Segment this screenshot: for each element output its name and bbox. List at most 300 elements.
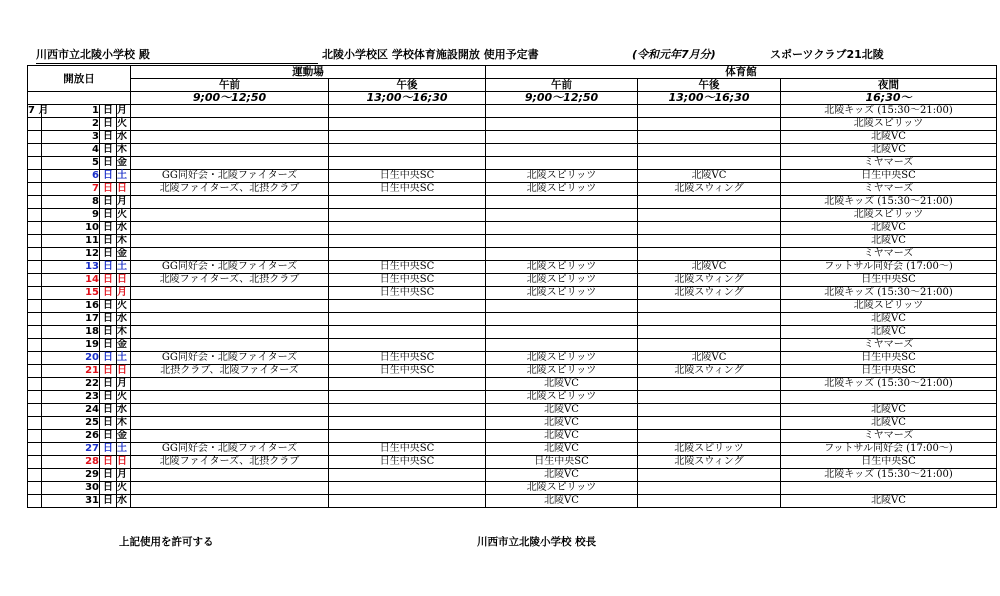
day-kanji: 日 [100, 326, 117, 339]
day-number: 15 [42, 287, 100, 300]
table-row [28, 313, 997, 326]
ground-pm-cell: 日生中央SC [329, 456, 486, 469]
month-cell [28, 378, 42, 391]
month-cell [28, 248, 42, 261]
table-row [28, 105, 997, 118]
month-cell [28, 352, 42, 365]
day-number: 30 [42, 482, 100, 495]
gym-pm-cell [638, 105, 781, 118]
ground-am-cell [131, 495, 329, 508]
gym-am-cell [486, 339, 638, 352]
gym-night-cell: ミヤマーズ [781, 248, 997, 261]
ground-am-cell [131, 222, 329, 235]
day-number: 14 [42, 274, 100, 287]
weekday: 木 [117, 417, 131, 430]
table-row [28, 378, 997, 391]
table-row [28, 131, 997, 144]
ground-pm-cell [329, 235, 486, 248]
gym-am-cell [486, 313, 638, 326]
ground-am-cell [131, 105, 329, 118]
day-number: 13 [42, 261, 100, 274]
ground-pm-cell [329, 222, 486, 235]
ground-am-cell [131, 430, 329, 443]
gym-pm-cell [638, 404, 781, 417]
weekday: 火 [117, 391, 131, 404]
day-number: 17 [42, 313, 100, 326]
day-number: 21 [42, 365, 100, 378]
month-cell [28, 300, 42, 313]
ground-pm-cell [329, 144, 486, 157]
gym-am-cell: 日生中央SC [486, 456, 638, 469]
day-kanji: 日 [100, 144, 117, 157]
gym-night-cell: ミヤマーズ [781, 183, 997, 196]
ground-am-cell: 北陵ファイターズ、北摂クラブ [131, 183, 329, 196]
table-row [28, 144, 997, 157]
weekday: 木 [117, 144, 131, 157]
month-cell [28, 144, 42, 157]
table-row [28, 495, 997, 508]
table-row [28, 118, 997, 131]
month-cell [28, 417, 42, 430]
day-kanji: 日 [100, 131, 117, 144]
weekday: 土 [117, 443, 131, 456]
gym-pm-cell [638, 157, 781, 170]
gym-am-cell: 北陵スピリッツ [486, 365, 638, 378]
ground-pm-cell: 日生中央SC [329, 443, 486, 456]
gym-am-cell: 北陵スピリッツ [486, 170, 638, 183]
weekday: 月 [117, 469, 131, 482]
ground-pm-header: 午後 [329, 79, 486, 92]
document-period: (令和元年7月分) [632, 48, 716, 61]
ground-pm-cell [329, 326, 486, 339]
gym-night-cell: 日生中央SC [781, 170, 997, 183]
gym-night-cell: 北陵VC [781, 495, 997, 508]
month-cell [28, 482, 42, 495]
gym-pm-cell [638, 313, 781, 326]
ground-am-cell [131, 326, 329, 339]
gym-night-cell: ミヤマーズ [781, 430, 997, 443]
gym-am-cell [486, 235, 638, 248]
day-kanji: 日 [100, 482, 117, 495]
gym-am-cell: 北陵スピリッツ [486, 391, 638, 404]
day-kanji: 日 [100, 339, 117, 352]
gym-pm-cell [638, 326, 781, 339]
month-cell [28, 235, 42, 248]
day-number: 10 [42, 222, 100, 235]
ground-am-cell [131, 118, 329, 131]
month-cell [28, 170, 42, 183]
gym-night-cell: 北陵VC [781, 235, 997, 248]
table-row [28, 196, 997, 209]
gym-pm-cell: 北陵スウィング [638, 287, 781, 300]
weekday: 金 [117, 157, 131, 170]
gym-pm-time: 13;00～16;30 [638, 92, 781, 105]
gym-night-cell: 北陵キッズ (15:30～21:00) [781, 105, 997, 118]
gym-pm-cell [638, 300, 781, 313]
gym-pm-cell [638, 430, 781, 443]
table-row [28, 430, 997, 443]
gym-am-cell [486, 118, 638, 131]
ground-am-cell [131, 209, 329, 222]
day-number: 26 [42, 430, 100, 443]
month-cell [28, 183, 42, 196]
ground-am-cell: GG同好会・北陵ファイターズ [131, 352, 329, 365]
table-row [28, 417, 997, 430]
gym-pm-cell [638, 235, 781, 248]
gym-am-cell [486, 222, 638, 235]
ground-pm-cell [329, 339, 486, 352]
day-kanji: 日 [100, 157, 117, 170]
month-cell: 7 月 [28, 105, 49, 116]
table-row [28, 391, 997, 404]
gym-am-cell: 北陵VC [486, 417, 638, 430]
day-kanji: 日 [100, 261, 117, 274]
day-kanji: 日 [100, 300, 117, 313]
table-row [28, 235, 997, 248]
gym-night-cell: ミヤマーズ [781, 157, 997, 170]
gym-pm-cell [638, 495, 781, 508]
gym-pm-cell: 北陵スウィング [638, 365, 781, 378]
ground-pm-cell: 日生中央SC [329, 170, 486, 183]
table-row [28, 469, 997, 482]
ground-pm-cell [329, 157, 486, 170]
table-row [28, 339, 997, 352]
gym-night-cell: 北陵キッズ (15:30～21:00) [781, 196, 997, 209]
table-row [28, 287, 997, 300]
day-number: 31 [42, 495, 100, 508]
ground-am-cell [131, 287, 329, 300]
table-row [28, 209, 997, 222]
gym-am-cell: 北陵スピリッツ [486, 482, 638, 495]
day-number: 7 [42, 183, 100, 196]
day-number: 29 [42, 469, 100, 482]
ground-pm-cell: 日生中央SC [329, 183, 486, 196]
weekday: 火 [117, 482, 131, 495]
schedule-table [27, 65, 997, 508]
ground-am-cell [131, 404, 329, 417]
gym-pm-cell [638, 209, 781, 222]
day-kanji: 日 [100, 495, 117, 508]
ground-pm-cell: 日生中央SC [329, 261, 486, 274]
table-row [28, 482, 997, 495]
ground-pm-cell: 日生中央SC [329, 365, 486, 378]
month-cell [28, 469, 42, 482]
gym-pm-cell [638, 248, 781, 261]
month-cell [28, 274, 42, 287]
day-kanji: 日 [100, 287, 117, 300]
weekday: 金 [117, 430, 131, 443]
table-row [28, 456, 997, 469]
day-kanji: 日 [100, 235, 117, 248]
ground-am-cell [131, 417, 329, 430]
ground-am-cell: GG同好会・北陵ファイターズ [131, 443, 329, 456]
ground-pm-cell [329, 404, 486, 417]
gym-night-cell: 北陵キッズ (15:30～21:00) [781, 469, 997, 482]
day-kanji: 日 [100, 469, 117, 482]
gym-night-cell: 日生中央SC [781, 365, 997, 378]
month-cell [28, 222, 42, 235]
weekday: 月 [117, 196, 131, 209]
day-kanji: 日 [100, 391, 117, 404]
gym-night-cell: 北陵VC [781, 131, 997, 144]
table-row [28, 157, 997, 170]
month-cell [28, 365, 42, 378]
weekday: 日 [117, 274, 131, 287]
day-number: 23 [42, 391, 100, 404]
gym-night-cell: 北陵VC [781, 222, 997, 235]
gym-night-header: 夜間 [781, 79, 997, 92]
weekday: 月 [117, 105, 131, 118]
day-number: 19 [42, 339, 100, 352]
month-cell [28, 157, 42, 170]
ground-am-cell [131, 144, 329, 157]
gym-pm-cell [638, 131, 781, 144]
ground-am-cell: 北摂クラブ、北陵ファイターズ [131, 365, 329, 378]
ground-pm-cell [329, 248, 486, 261]
month-cell [28, 443, 42, 456]
gym-night-cell: 北陵VC [781, 404, 997, 417]
gym-pm-cell [638, 378, 781, 391]
gym-am-header: 午前 [486, 79, 638, 92]
gym-pm-cell [638, 391, 781, 404]
gym-am-cell [486, 300, 638, 313]
ground-am-header: 午前 [131, 79, 329, 92]
day-number: 8 [42, 196, 100, 209]
ground-am-time: 9;00～12;50 [131, 92, 329, 105]
day-number: 16 [42, 300, 100, 313]
gym-am-cell: 北陵スピリッツ [486, 287, 638, 300]
gym-am-cell [486, 157, 638, 170]
gym-night-cell: 北陵スピリッツ [781, 118, 997, 131]
table-row [28, 222, 997, 235]
gym-header: 体育館 [486, 66, 997, 79]
ground-am-cell [131, 391, 329, 404]
gym-night-cell: 北陵VC [781, 417, 997, 430]
gym-am-cell: 北陵VC [486, 404, 638, 417]
gym-night-cell: 北陵スピリッツ [781, 300, 997, 313]
gym-night-cell: 北陵VC [781, 313, 997, 326]
gym-am-cell: 北陵VC [486, 430, 638, 443]
ground-am-cell: GG同好会・北陵ファイターズ [131, 170, 329, 183]
ground-pm-cell: 日生中央SC [329, 274, 486, 287]
ground-header: 運動場 [131, 66, 486, 79]
table-row [28, 274, 997, 287]
weekday: 金 [117, 339, 131, 352]
club-name: スポーツクラブ21北陵 [770, 48, 884, 61]
gym-am-cell [486, 209, 638, 222]
gym-pm-cell: 北陵スウィング [638, 274, 781, 287]
day-number: 1 [42, 105, 100, 118]
document-title: 北陵小学校区 学校体育施設開放 使用予定書 [322, 48, 539, 61]
ground-pm-cell [329, 313, 486, 326]
ground-pm-cell [329, 105, 486, 118]
day-number: 4 [42, 144, 100, 157]
day-kanji: 日 [100, 222, 117, 235]
ground-pm-cell [329, 495, 486, 508]
ground-am-cell: GG同好会・北陵ファイターズ [131, 261, 329, 274]
day-number: 25 [42, 417, 100, 430]
ground-am-cell [131, 313, 329, 326]
ground-pm-cell [329, 469, 486, 482]
gym-am-cell [486, 248, 638, 261]
month-cell [28, 209, 42, 222]
gym-night-cell: 北陵VC [781, 144, 997, 157]
gym-pm-cell: 北陵スウィング [638, 183, 781, 196]
gym-pm-cell [638, 339, 781, 352]
table-row [28, 261, 997, 274]
table-row [28, 404, 997, 417]
gym-night-cell [781, 482, 997, 495]
day-number: 22 [42, 378, 100, 391]
ground-pm-cell [329, 300, 486, 313]
ground-am-cell [131, 482, 329, 495]
gym-am-cell: 北陵VC [486, 469, 638, 482]
ground-pm-cell [329, 417, 486, 430]
gym-pm-cell: 北陵VC [638, 261, 781, 274]
day-kanji: 日 [100, 456, 117, 469]
weekday: 水 [117, 131, 131, 144]
weekday: 水 [117, 404, 131, 417]
gym-am-cell [486, 144, 638, 157]
day-kanji: 日 [100, 365, 117, 378]
weekday: 水 [117, 313, 131, 326]
day-number: 28 [42, 456, 100, 469]
ground-pm-cell: 日生中央SC [329, 287, 486, 300]
day-kanji: 日 [100, 313, 117, 326]
month-cell [28, 339, 42, 352]
ground-pm-cell [329, 378, 486, 391]
ground-am-cell [131, 196, 329, 209]
gym-am-cell: 北陵スピリッツ [486, 183, 638, 196]
day-kanji: 日 [100, 378, 117, 391]
weekday: 水 [117, 222, 131, 235]
ground-pm-cell: 日生中央SC [329, 352, 486, 365]
month-cell [28, 261, 42, 274]
day-kanji: 日 [100, 352, 117, 365]
weekday: 火 [117, 209, 131, 222]
gym-am-cell: 北陵VC [486, 443, 638, 456]
gym-pm-cell [638, 469, 781, 482]
ground-am-cell [131, 300, 329, 313]
ground-am-cell [131, 248, 329, 261]
gym-am-cell [486, 326, 638, 339]
day-number: 3 [42, 131, 100, 144]
day-number: 12 [42, 248, 100, 261]
weekday: 日 [117, 365, 131, 378]
weekday: 木 [117, 326, 131, 339]
day-kanji: 日 [100, 417, 117, 430]
day-kanji: 日 [100, 404, 117, 417]
table-row [28, 326, 997, 339]
ground-pm-cell [329, 430, 486, 443]
gym-pm-cell [638, 222, 781, 235]
permit-statement: 上記使用を許可する [119, 536, 214, 548]
gym-night-cell: フットサル同好会 (17:00～) [781, 443, 997, 456]
day-kanji: 日 [100, 209, 117, 222]
blank-time-cell [28, 92, 131, 105]
gym-pm-cell: 北陵VC [638, 170, 781, 183]
day-number: 6 [42, 170, 100, 183]
gym-pm-cell [638, 196, 781, 209]
ground-pm-cell [329, 482, 486, 495]
gym-night-cell: 北陵キッズ (15:30～21:00) [781, 378, 997, 391]
month-cell [28, 430, 42, 443]
day-number: 9 [42, 209, 100, 222]
ground-am-cell [131, 378, 329, 391]
weekday: 日 [117, 456, 131, 469]
day-number: 5 [42, 157, 100, 170]
day-kanji: 日 [100, 183, 117, 196]
ground-am-cell [131, 469, 329, 482]
ground-am-cell [131, 235, 329, 248]
month-cell [28, 391, 42, 404]
ground-am-cell [131, 157, 329, 170]
month-cell [28, 118, 42, 131]
month-cell [28, 404, 42, 417]
weekday: 火 [117, 118, 131, 131]
weekday: 木 [117, 235, 131, 248]
weekday: 日 [117, 183, 131, 196]
gym-pm-cell [638, 118, 781, 131]
gym-pm-header: 午後 [638, 79, 781, 92]
ground-am-cell: 北陵ファイターズ、北摂クラブ [131, 456, 329, 469]
open-day-header: 開放日 [28, 66, 131, 92]
table-row [28, 443, 997, 456]
gym-am-cell: 北陵VC [486, 378, 638, 391]
ground-pm-cell [329, 196, 486, 209]
table-row [28, 248, 997, 261]
day-kanji: 日 [100, 170, 117, 183]
ground-pm-cell [329, 131, 486, 144]
weekday: 土 [117, 261, 131, 274]
day-kanji: 日 [100, 274, 117, 287]
principal-signature: 川西市立北陵小学校 校長 [477, 536, 597, 548]
day-kanji: 日 [100, 248, 117, 261]
gym-pm-cell [638, 144, 781, 157]
gym-am-time: 9;00～12;50 [486, 92, 638, 105]
gym-am-cell: 北陵VC [486, 495, 638, 508]
day-kanji: 日 [100, 196, 117, 209]
gym-night-cell [781, 391, 997, 404]
gym-night-cell: 北陵スピリッツ [781, 209, 997, 222]
weekday: 土 [117, 352, 131, 365]
gym-pm-cell: 北陵VC [638, 352, 781, 365]
day-number: 18 [42, 326, 100, 339]
gym-am-cell [486, 131, 638, 144]
ground-pm-cell [329, 391, 486, 404]
weekday: 火 [117, 300, 131, 313]
day-kanji: 日 [100, 105, 117, 118]
day-kanji: 日 [100, 118, 117, 131]
weekday: 月 [117, 287, 131, 300]
gym-am-cell: 北陵スピリッツ [486, 261, 638, 274]
gym-night-cell: 日生中央SC [781, 274, 997, 287]
ground-pm-time: 13;00～16;30 [329, 92, 486, 105]
day-kanji: 日 [100, 443, 117, 456]
table-row [28, 183, 997, 196]
gym-pm-cell [638, 417, 781, 430]
table-row [28, 170, 997, 183]
day-kanji: 日 [100, 430, 117, 443]
schedule-body [28, 105, 997, 508]
gym-am-cell [486, 196, 638, 209]
gym-night-cell: 北陵キッズ (15:30～21:00) [781, 287, 997, 300]
ground-pm-cell [329, 118, 486, 131]
gym-night-cell: 日生中央SC [781, 352, 997, 365]
gym-am-cell [486, 105, 638, 118]
day-number: 20 [42, 352, 100, 365]
weekday: 金 [117, 248, 131, 261]
